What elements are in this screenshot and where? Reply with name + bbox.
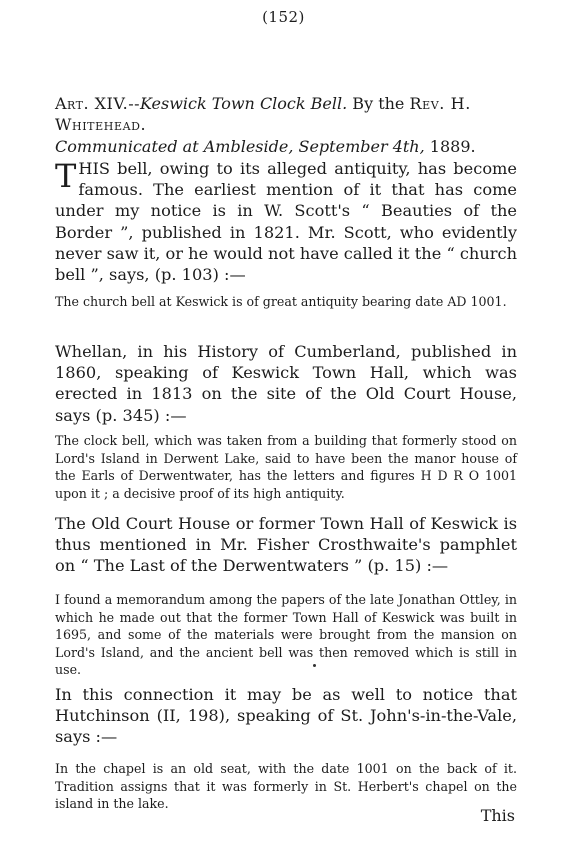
article-author: Rev. H. Whitehead. [55,94,471,134]
communicated-place: Ambleside [203,137,289,156]
quote-4: In the chapel is an old seat, with the date 1001 on the back of it. Tradition assigns that it was formerly in St. Herbert's chapel on the island in the lake. [55,761,517,812]
page-number: (152) [262,8,305,26]
article-by: By the [347,94,410,113]
paragraph-1-line-1: HIS bell, owing to its alleged antiquity, has become [78,159,517,178]
quote-2: The clock bell, which was taken from a building that formerly stood on Lord's Island in Derwent Lake, said to have been the manor house of the Earls of Derwentwater, has the letters and figures H D R O 1001 upon it ; a decisive proof of its high antiquity. [55,433,517,501]
paragraph-1-rest: under my notice is in W. Scott's “ Beauties of the Border ”, published in 1821. Mr. Scott, who evidently never saw it, or he would not have called it the “ church bell ”, says, (p. 103) :— [55,201,518,285]
ink-speck [313,664,316,667]
communicated-line [55,137,523,156]
article-heading [55,93,523,135]
paragraph-1 [55,158,517,285]
article-number: Art. XIV.-- [55,94,141,113]
communicated-year: 1889. [429,137,476,156]
drop-cap: T [55,157,77,195]
paragraph-3: The Old Court House or former Town Hall of Keswick is thus mentioned in Mr. Fisher Crosthwaite's pamphlet on “ The Last of the Derwentwaters ” (p. 15) :— [55,514,517,576]
article-title: Keswick Town Clock Bell. [140,94,348,113]
communicated-date: , September 4th, [288,137,430,156]
paragraph-4: In this connection it may be as well to notice that Hutchinson (II, 198), speaking of St. John's-in-the-Vale, says :— [55,685,517,747]
catchword: This [480,806,515,825]
quote-1: The church bell at Keswick is of great antiquity bearing date AD 1001. [55,294,507,309]
communicated-prefix: Communicated at [55,137,204,156]
paragraph-2: Whellan, in his History of Cumberland, published in 1860, speaking of Keswick Town Hall, which was erected in 1813 on the site of the Old Court House, says (p. 345) :— [55,342,517,425]
paragraph-1-line-2: famous. The earliest mention of it that has come [78,180,517,200]
quote-3: I found a memorandum among the papers of the late Jonathan Ottley, in which he made out that the former Town Hall of Keswick was built in 1695, and some of the materials were brought from the mansion on Lord's Island, and the ancient bell was then removed which is still in use. [55,592,517,678]
